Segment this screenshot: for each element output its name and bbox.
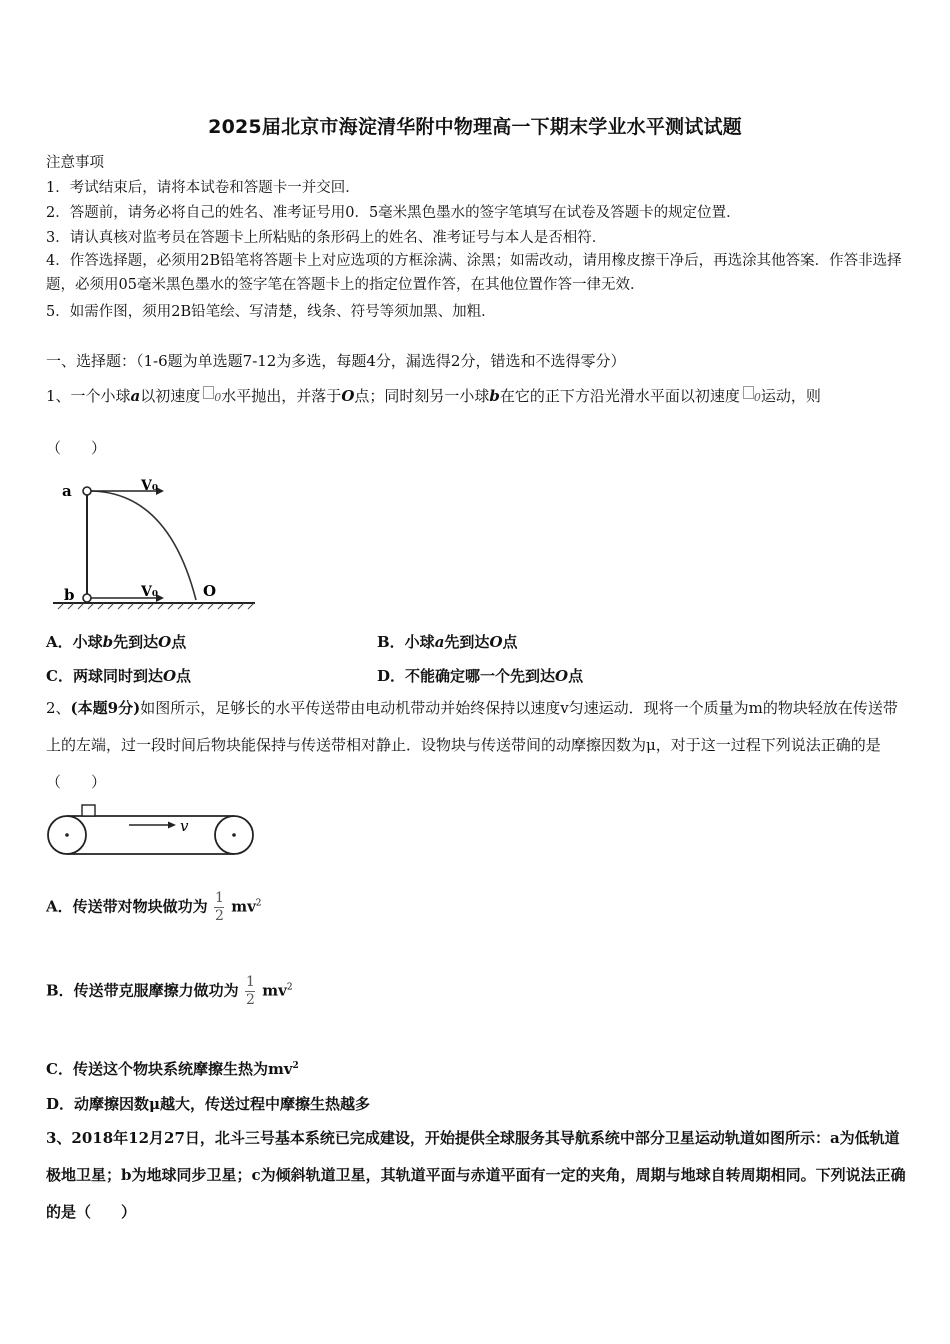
notice-item: 5．如需作图，须用2B铅笔绘、写清楚，线条、符号等须加黑、加粗．	[46, 304, 496, 320]
option-B: B．小球a先到达O点	[377, 633, 518, 651]
notice-item: 1．考试结束后，请将本试卷和答题卡一并交回．	[46, 180, 360, 196]
label-v0-bottom: V₀	[141, 584, 158, 600]
label-b: b	[64, 586, 75, 604]
question-1-stem: 1、一个小球a以初速度 0水平抛出，并落于O点；同时刻另一小球b在它的正下方沿光滑水平面以初速度 0运动，则	[46, 387, 821, 405]
notice-item: 2．答题前，请务必将自己的姓名、准考证号用0．5毫米黑色墨水的签字笔填写在试卷及答题卡的规定位置．	[46, 205, 741, 221]
option-D: D．动摩擦因数μ越大，传送过程中摩擦生热越多	[46, 1095, 370, 1113]
label-O: O	[203, 582, 217, 600]
option-C: C．传送这个物块系统摩擦生热为$mv^2$	[46, 1060, 299, 1078]
option-D: D．不能确定哪一个先到达O点	[377, 667, 584, 685]
option-B: B．传送带克服摩擦力做功为 $\frac{1}{2}$ $mv^2$	[46, 974, 293, 1008]
ball-a	[83, 487, 91, 495]
answer-blank: （ ）	[46, 439, 107, 457]
question-3-stem: 3、2018年12月27日，北斗三号基本系统已完成建设，开始提供全球服务其导航系统中部分卫星运动轨道如图所示：a为低轨道极地卫星；b为地球同步卫星；c为倾斜轨道卫星，其轨道平面与赤道平面有一定的夹角，周期与地球自转周期相同。下列说法正确的是（ ）	[46, 1129, 906, 1221]
notice-item: 3．请认真核对监考员在答题卡上所粘贴的条形码上的姓名、准考证号与本人是否相符．	[46, 230, 607, 246]
label-v0-top: V₀	[141, 478, 158, 494]
block	[82, 805, 95, 816]
image-placeholder-icon	[203, 386, 214, 399]
section-heading: 一、选择题：（1-6题为单选题7-12为多选，每题4分，漏选得2分，错选和不选得零分）	[46, 352, 626, 370]
notice-item: 4．作答选择题，必须用2B铅笔将答题卡上对应选项的方框涂满、涂黑；如需改动，请用橡皮擦干净后，再选涂其他答案．作答非选择题，必须用05毫米黑色墨水的签字笔在答题卡上的指定位置作答，在其他位置作答一律无效．	[46, 253, 902, 293]
conveyor-figure	[44, 803, 258, 859]
arrow-head-icon	[168, 822, 176, 829]
label-v: v	[180, 817, 189, 835]
label-a: a	[62, 482, 72, 500]
option-C: C．两球同时到达O点	[46, 667, 192, 685]
notice-heading: 注意事项	[46, 155, 104, 171]
image-placeholder-icon	[743, 386, 754, 399]
option-A: A．小球b先到达O点	[46, 633, 187, 651]
question-2-stem: 2、(本题9分)如图所示，足够长的水平传送带由电动机带动并始终保持以速度v匀速运动．现将一个质量为m的物块轻放在传送带上的左端，过一段时间后物块能保持与传送带相对静止．设物块与传送带间的动摩擦因数为μ，对于这一过程下列说法正确的是（ ）	[46, 699, 898, 791]
fraction-one-half: $\frac{1}{2}$	[214, 890, 224, 924]
fraction-one-half: $\frac{1}{2}$	[246, 974, 255, 1008]
projectile-figure	[48, 470, 260, 612]
option-A: A．传送带对物块做功为 $\frac{1}{2}$ $mv^2$	[46, 890, 262, 924]
ball-b	[83, 594, 91, 602]
page-title: 2025届北京市海淀清华附中物理高一下期末学业水平测试试题	[208, 116, 742, 138]
